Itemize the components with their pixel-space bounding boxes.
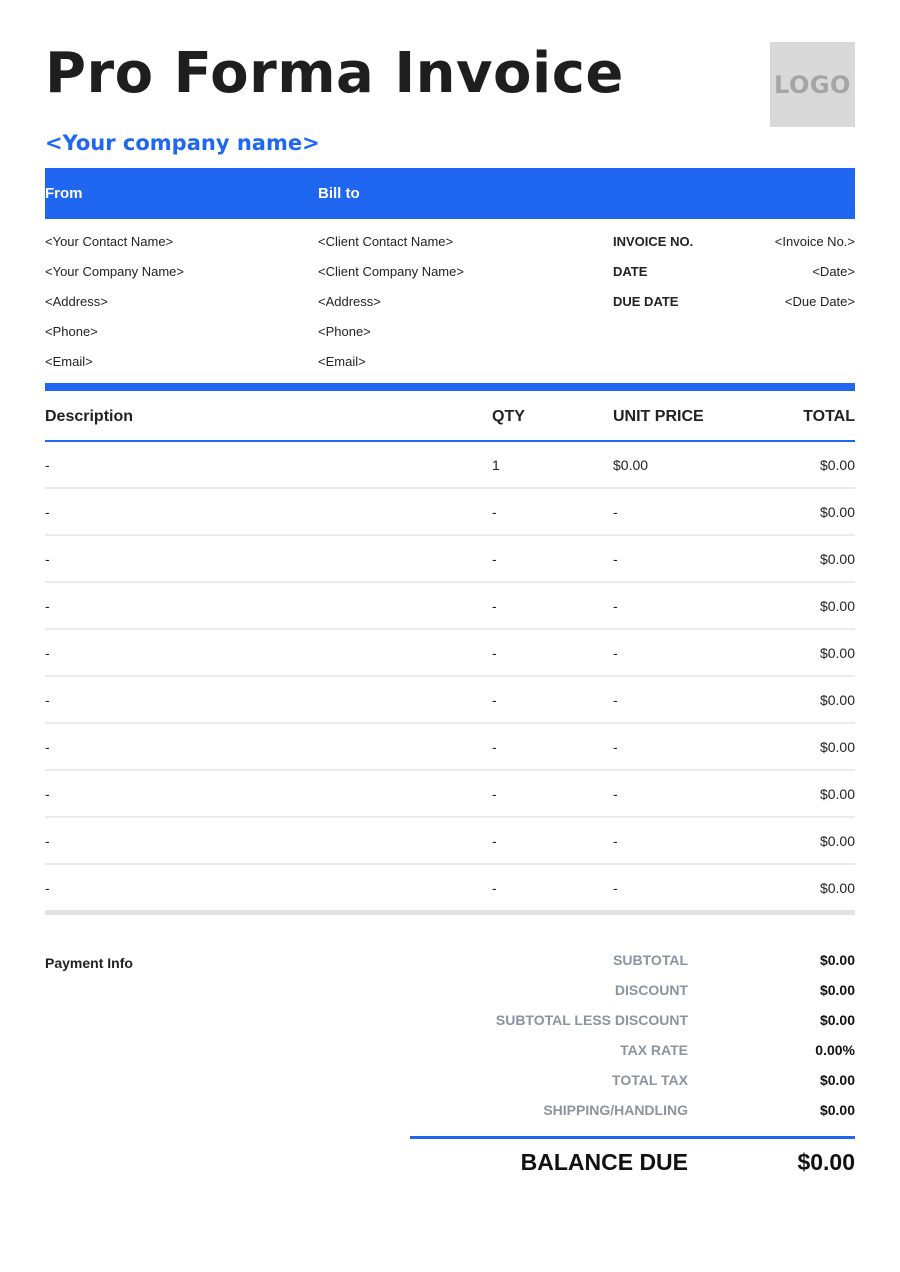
- balance-due-value: $0.00: [797, 1149, 855, 1175]
- row-total: $0.00: [819, 880, 855, 896]
- row-unit-price: -: [613, 739, 618, 755]
- col-header-total: TOTAL: [803, 408, 855, 425]
- balance-due-label: BALANCE DUE: [520, 1149, 688, 1175]
- table-row: [45, 489, 855, 536]
- row-unit-price: -: [613, 504, 618, 520]
- invoice-no-label: INVOICE NO.: [613, 234, 694, 249]
- client-contact-name: <Client Contact Name>: [318, 234, 454, 249]
- row-description: -: [45, 645, 50, 661]
- row-qty: -: [492, 880, 497, 896]
- row-qty: -: [492, 504, 497, 520]
- row-unit-price: -: [613, 880, 618, 896]
- row-qty: 1: [492, 457, 500, 473]
- col-header-qty: QTY: [492, 408, 525, 425]
- from-label: From: [45, 185, 83, 202]
- invoice-title: Pro Forma Invoice: [45, 41, 624, 106]
- row-total: $0.00: [819, 457, 855, 473]
- from-email: <Email>: [45, 354, 93, 369]
- col-header-description: Description: [45, 408, 134, 425]
- tax-rate-value: 0.00%: [815, 1042, 855, 1058]
- row-total: $0.00: [819, 645, 855, 661]
- logo-placeholder: [770, 42, 855, 127]
- from-contact-name: <Your Contact Name>: [45, 234, 174, 249]
- row-description: -: [45, 880, 50, 896]
- row-unit-price: -: [613, 551, 618, 567]
- row-qty: -: [492, 739, 497, 755]
- bill-to-label: Bill to: [318, 185, 360, 202]
- row-description: -: [45, 739, 50, 755]
- due-date-label: DUE DATE: [613, 294, 679, 309]
- row-total: $0.00: [819, 551, 855, 567]
- table-row: [45, 818, 855, 865]
- company-name: <Your company name>: [45, 131, 320, 155]
- client-address: <Address>: [318, 294, 381, 309]
- table-row: [45, 442, 855, 489]
- discount-label: DISCOUNT: [614, 982, 688, 998]
- subtotal-label: SUBTOTAL: [613, 952, 688, 968]
- row-description: -: [45, 598, 50, 614]
- row-unit-price: -: [613, 833, 618, 849]
- row-total: $0.00: [819, 786, 855, 802]
- row-unit-price: -: [613, 692, 618, 708]
- shipping-handling-label: SHIPPING/HANDLING: [543, 1102, 688, 1118]
- row-unit-price: -: [613, 598, 618, 614]
- table-row: [45, 724, 855, 771]
- row-total: $0.00: [819, 504, 855, 520]
- client-email: <Email>: [318, 354, 366, 369]
- table-row: [45, 677, 855, 724]
- row-unit-price: $0.00: [613, 457, 649, 473]
- date-value: <Date>: [812, 264, 855, 279]
- table-row: [45, 630, 855, 677]
- table-row: [45, 583, 855, 630]
- from-company-name: <Your Company Name>: [45, 264, 184, 279]
- row-qty: -: [492, 833, 497, 849]
- client-phone: <Phone>: [318, 324, 371, 339]
- table-row: [45, 865, 855, 915]
- from-phone: <Phone>: [45, 324, 98, 339]
- total-tax-label: TOTAL TAX: [612, 1072, 688, 1088]
- from-address: <Address>: [45, 294, 108, 309]
- subtotal-less-discount-label: SUBTOTAL LESS DISCOUNT: [495, 1012, 688, 1028]
- row-qty: -: [492, 692, 497, 708]
- logo-text: LOGO: [774, 70, 851, 99]
- tax-rate-label: TAX RATE: [620, 1042, 688, 1058]
- row-total: $0.00: [819, 833, 855, 849]
- date-label: DATE: [613, 264, 648, 279]
- section-divider: [45, 383, 855, 391]
- total-tax-value: $0.00: [819, 1072, 855, 1088]
- row-description: -: [45, 833, 50, 849]
- subtotal-less-discount-value: $0.00: [819, 1012, 855, 1028]
- subtotal-value: $0.00: [819, 952, 855, 968]
- row-description: -: [45, 457, 50, 473]
- row-qty: -: [492, 598, 497, 614]
- shipping-handling-value: $0.00: [819, 1102, 855, 1118]
- table-row: [45, 536, 855, 583]
- col-header-unit-price: UNIT PRICE: [613, 408, 704, 425]
- invoice-no-value: <Invoice No.>: [774, 234, 855, 249]
- row-total: $0.00: [819, 739, 855, 755]
- row-unit-price: -: [613, 645, 618, 661]
- table-row: [45, 771, 855, 818]
- due-date-value: <Due Date>: [784, 294, 855, 309]
- row-description: -: [45, 692, 50, 708]
- client-company-name: <Client Company Name>: [318, 264, 464, 279]
- row-description: -: [45, 786, 50, 802]
- party-header-band: [45, 168, 855, 219]
- row-qty: -: [492, 645, 497, 661]
- row-qty: -: [492, 786, 497, 802]
- discount-value: $0.00: [819, 982, 855, 998]
- row-description: -: [45, 504, 50, 520]
- payment-info-label: Payment Info: [45, 955, 133, 971]
- row-total: $0.00: [819, 692, 855, 708]
- row-description: -: [45, 551, 50, 567]
- row-qty: -: [492, 551, 497, 567]
- row-total: $0.00: [819, 598, 855, 614]
- balance-due-rule: [410, 1136, 855, 1139]
- row-unit-price: -: [613, 786, 618, 802]
